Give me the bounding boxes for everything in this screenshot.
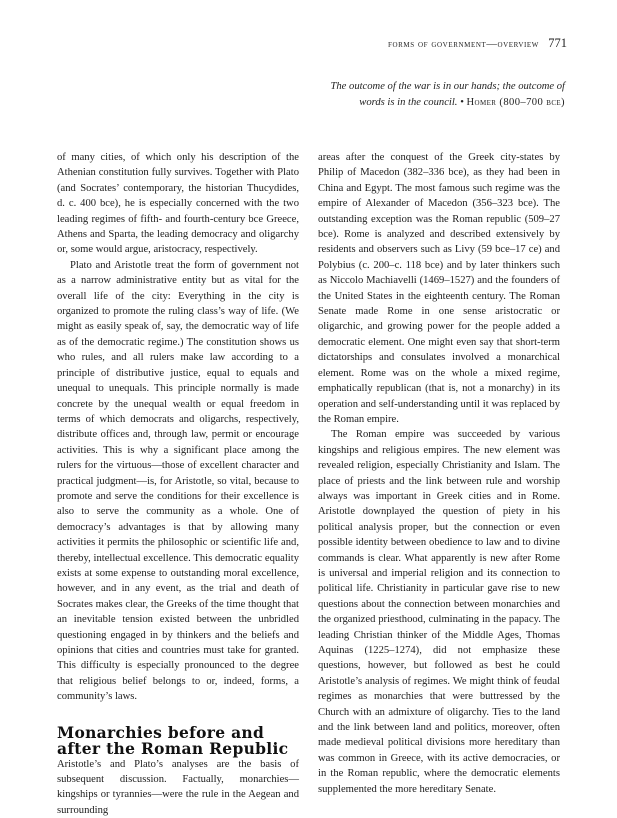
epigraph-line-1: The outcome of the war is in our hands; the outcome of: [330, 81, 565, 92]
epigraph-bullet: •: [460, 97, 464, 108]
left-paragraph-2: Plato and Aristotle treat the form of government not as a narrow administrative entity but as vital for the overall life of the city: Everything in the city is organized to promote the ruling class’s way of life. (We might as easily speak of, say, the democratic way of life as of the democratic regime.) The constitution shows us who rules, and all rulers make law according to a principle of distributive justice, equal to equals and unequal to unequals. This principle normally is made concrete by the unequal wealth or equal freedom in terms of which democrats and oligarchs, respectively, distribute offices and, through law, permit or encourage activities. This is why a significant place among the rulers for the virtuous—those of excellent character and practical judgment—is, for Aristotle, so vital, because to promote and serve the conditions for their excellence is also to serve the community as a whole. One of democracy’s advantages is that by allowing many activities it permits the philosophic or scientific life and, thereby, intellectual excellence. This democratic equality exists at some expense to outstanding moral excellence, however, and in any event, as the trial and death of Socrates makes clear, the Greeks of the time thought that an inevitable tension existed between the unbridled questioning engaged in by thinkers and the beliefs and opinions that cities and countries must take for granted. This difficulty is especially pronounced to the degree that religious belief belongs to or, indeed, forms, a community’s laws.: [57, 259, 299, 703]
epigraph-line-2: words is in the council.: [359, 97, 458, 108]
right-column: [318, 150, 560, 797]
section-heading-line-1: Monarchies before and: [57, 722, 265, 742]
section-heading-line-2: after the Roman Republic: [57, 738, 289, 758]
running-head: [388, 36, 567, 51]
left-paragraph-1: of many cities, of which only his description of the Athenian constitution fully survives. Together with Plato (and Socrates’ contemporary, the historian Thucydides, d. c. 400 bce), he is especially concerned with the two leading regimes of fifth- and fourth-century bce Greece, Athens and Sparta, the leading democracy and oligarchy or, some would argue, aristocracy, respectively.: [57, 152, 299, 256]
right-paragraph-2: The Roman empire was succeeded by various kingships and religious empires. The new element was revealed religion, especially Christianity and Islam. The place of priests and the link between rule and worship always was important in Greek cities and in Rome. Aristotle downplayed the question of piety in his political analysis proper, but the connection or even possible identity between obedience to law and to divine commands is clear. What apparently is new after Rome is universal and imperial religion and its connection to political life. Christianity in particular gave rise to new questions about the connection between monarchies and the organized priesthood, culminating in the papacy. The leading Christian thinker of the Middle Ages, Thomas Aquinas (1225–1274), did not emphasize these questions, however, but followed as best he could Aristotle’s analysis of regimes. We might think of feudal regimes as monarchies that were buttressed by the Church with an admixture of oligarchy. Ties to the land and the link between land and politics, moreover, often made medieval political divisions more hereditary than was common in Greece, with its active democracies, or in the Roman republic, where the democratic elements supplemented the more hereditary Senate.: [318, 429, 560, 795]
epigraph: [305, 79, 565, 111]
right-paragraph-1: areas after the conquest of the Greek city-states by Philip of Macedon (382–336 bce), as they had been in China and Egypt. The most famous such regime was the empire of Alexander of Macedon (356–323 bce). The outstanding exception was the Roman republic (509–27 bce). Rome is analyzed and described extensively by residents and observers such as Livy (59 bce–17 ce) and Polybius (c. 200–c. 118 bce) and by later thinkers such as Niccolo Machiavelli (1469–1527) and the founders of the United States in the eighteenth century. The Roman Senate made Rome in one sense aristocratic or oligarchic, and growing power for the people added a democratic element. One might even say that short-term dictatorships and consulates involved a monarchical element. Rome was on the whole a mixed regime, emphatically republican (that is, not a monarchy) in its operation and self-understanding until it was replaced by the Roman empire.: [318, 152, 560, 425]
left-paragraph-3: Aristotle’s and Plato’s analyses are the basis of subsequent discussion. Factually, monarchies—kingships or tyrannies—were the rule in the Aegean and surrounding: [57, 758, 299, 816]
running-title: forms of government—overview: [388, 39, 540, 50]
epigraph-attribution: Homer (800–700 bce): [466, 97, 565, 108]
section-heading: [57, 722, 299, 758]
page-number: 771: [548, 36, 567, 50]
left-column: [57, 150, 299, 818]
